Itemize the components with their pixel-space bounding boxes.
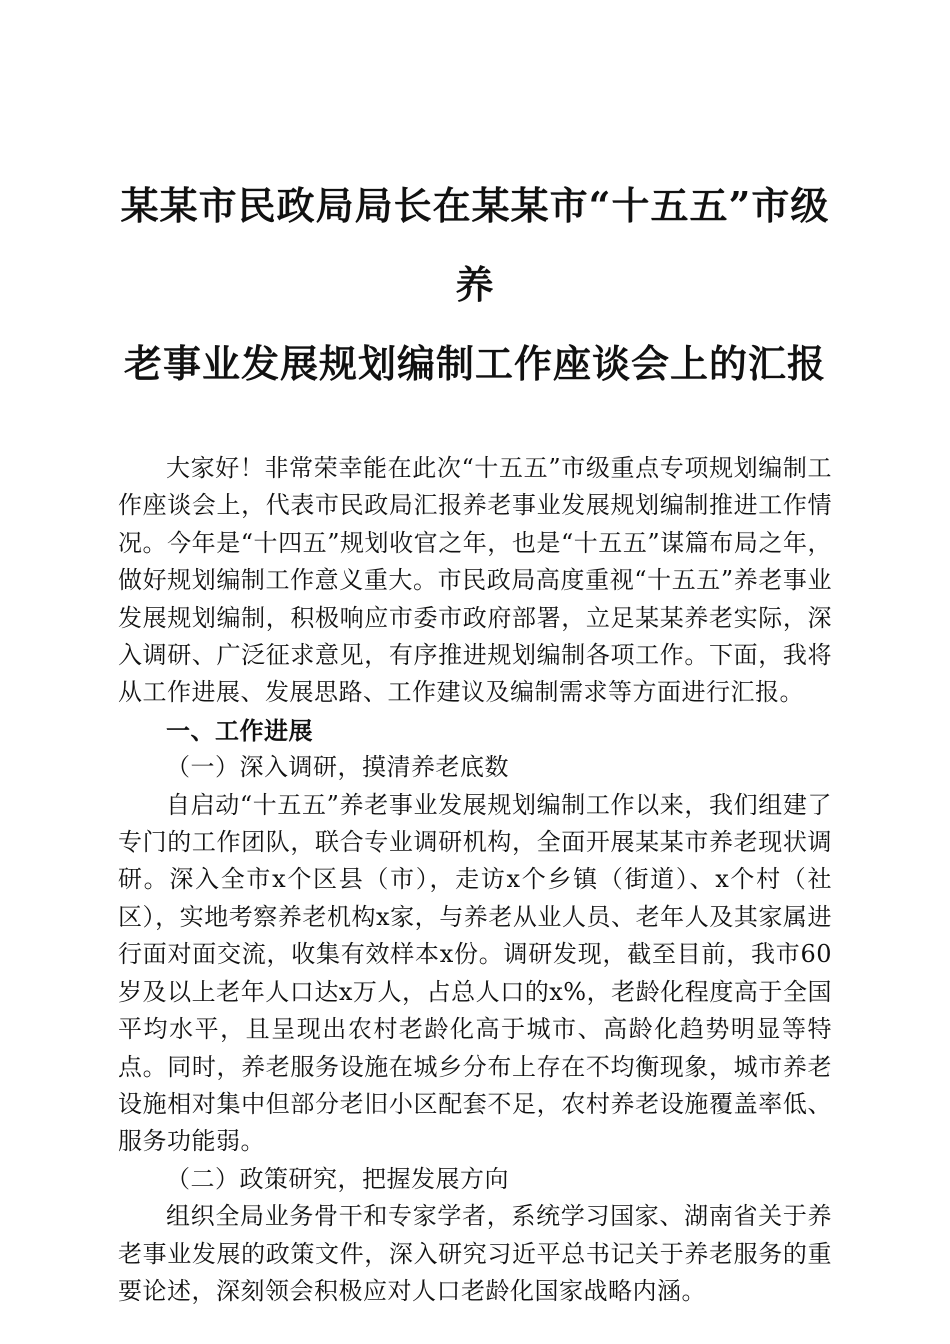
- intro-paragraph: 大家好！非常荣幸能在此次“十五五”市级重点专项规划编制工作座谈会上，代表市民政局汇报养老事业发展规划编制推进工作情况。今年是“十四五”规划收官之年，也是“十五五”谋篇布局之年，做好规划编制工作意义重大。市民政局高度重视“十五五”养老事业发展规划编制，积极响应市委市政府部署，立足某某养老实际，深入调研、广泛征求意见，有序推进规划编制各项工作。下面，我将从工作进展、发展思路、工作建议及编制需求等方面进行汇报。: [118, 454, 832, 707]
- title-line-1: 某某市民政局局长在某某市“十五五”市级养: [120, 183, 830, 307]
- title-line-2: 老事业发展规划编制工作座谈会上的汇报: [123, 341, 826, 386]
- body-paragraph: 组织全局业务骨干和专家学者，系统学习国家、湖南省关于养老事业发展的政策文件，深入研究习近平总书记关于养老服务的重要论述，深刻领会积极应对人口老龄化国家战略内涵。: [118, 1202, 832, 1305]
- subsection-heading: （一）深入调研，摸清养老底数: [166, 753, 509, 782]
- document-body: [118, 450, 832, 1310]
- section-heading: 一、工作进展: [166, 715, 313, 745]
- body-paragraph: 自启动“十五五”养老事业发展规划编制工作以来，我们组建了专门的工作团队，联合专业调研机构，全面开展某某市养老现状调研。深入全市x个区县（市），走访x个乡镇（街道）、x个村（社区），实地考察养老机构x家，与养老从业人员、老年人及其家属进行面对面交流，收集有效样本x份。调研发现，截至目前，我市60岁及以上老年人口达x万人，占总人口的x%，老龄化程度高于全国平均水平，且呈现出农村老龄化高于城市、高龄化趋势明显等特点。同时，养老服务设施在城乡分布上存在不均衡现象，城市养老设施相对集中但部分老旧小区配套不足，农村养老设施覆盖率低、服务功能弱。: [118, 790, 832, 1156]
- subsection-heading: （二）政策研究，把握发展方向: [166, 1164, 509, 1193]
- document-title: [118, 166, 832, 403]
